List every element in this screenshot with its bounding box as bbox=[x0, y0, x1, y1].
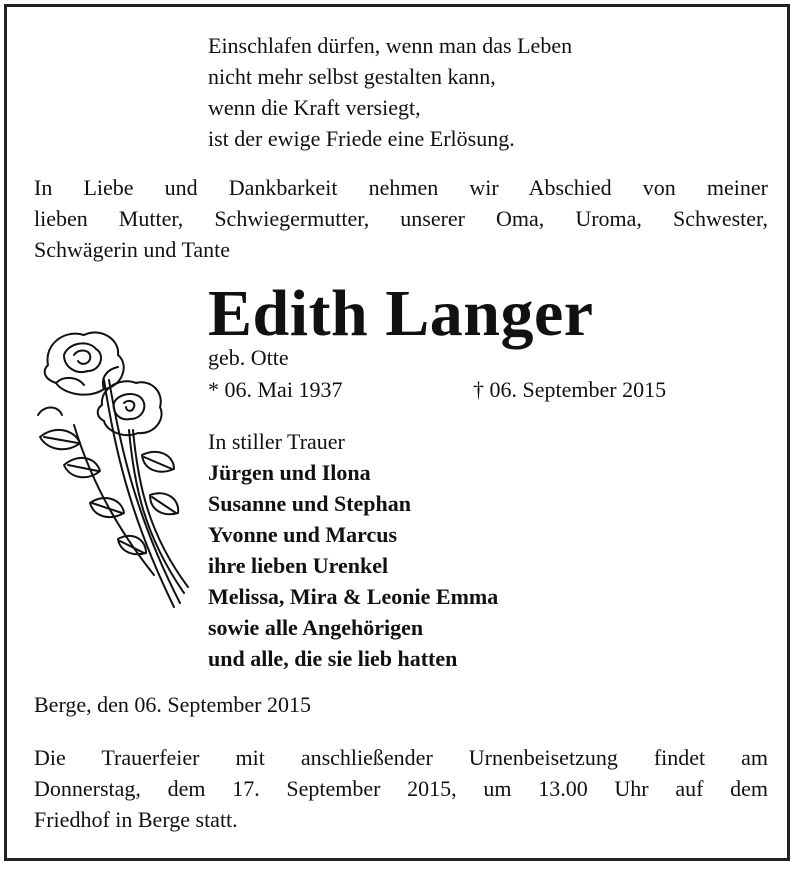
mourner: sowie alle Angehörigen bbox=[208, 615, 424, 640]
funeral-line: Friedhof in Berge statt. bbox=[34, 807, 238, 832]
intro-line: Schwägerin und Tante bbox=[34, 237, 231, 262]
mourner: Yvonne und Marcus bbox=[208, 522, 398, 547]
mourner: Jürgen und Ilona bbox=[208, 460, 371, 485]
mourning-heading: In stiller Trauer bbox=[208, 429, 345, 454]
mourner: Melissa, Mira & Leonie Emma bbox=[208, 584, 499, 609]
mourner: und alle, die sie lieb hatten bbox=[208, 646, 458, 671]
place-and-date: Berge, den 06. September 2015 bbox=[34, 692, 311, 717]
mourner: ihre lieben Urenkel bbox=[208, 553, 389, 578]
deceased-name: Edith Langer bbox=[208, 277, 594, 350]
funeral-line: Donnerstag, dem 17. September 2015, um 13.00 Uhr auf dem bbox=[34, 776, 768, 801]
intro-line: In Liebe und Dankbarkeit nehmen wir Abschied von meiner bbox=[34, 175, 768, 200]
poem bbox=[208, 30, 572, 154]
death-date: † 06. September 2015 bbox=[473, 377, 667, 402]
intro-text bbox=[34, 172, 768, 265]
funeral-line: Die Trauerfeier mit anschließender Urnenbeisetzung findet am bbox=[34, 745, 768, 770]
poem-line: wenn die Kraft versiegt, bbox=[208, 95, 421, 120]
funeral-notice bbox=[34, 742, 768, 835]
birth-date: * 06. Mai 1937 bbox=[208, 377, 343, 402]
poem-line: Einschlafen dürfen, wenn man das Leben bbox=[208, 33, 573, 58]
mourner: Susanne und Stephan bbox=[208, 491, 412, 516]
roses-icon bbox=[34, 325, 194, 610]
poem-line: nicht mehr selbst gestalten kann, bbox=[208, 64, 496, 89]
maiden-name: geb. Otte bbox=[208, 345, 289, 370]
poem-line: ist der ewige Friede eine Erlösung. bbox=[208, 126, 515, 151]
intro-line: lieben Mutter, Schwiegermutter, unserer Oma, Uroma, Schwester, bbox=[34, 206, 768, 231]
mourners-list bbox=[208, 426, 498, 674]
